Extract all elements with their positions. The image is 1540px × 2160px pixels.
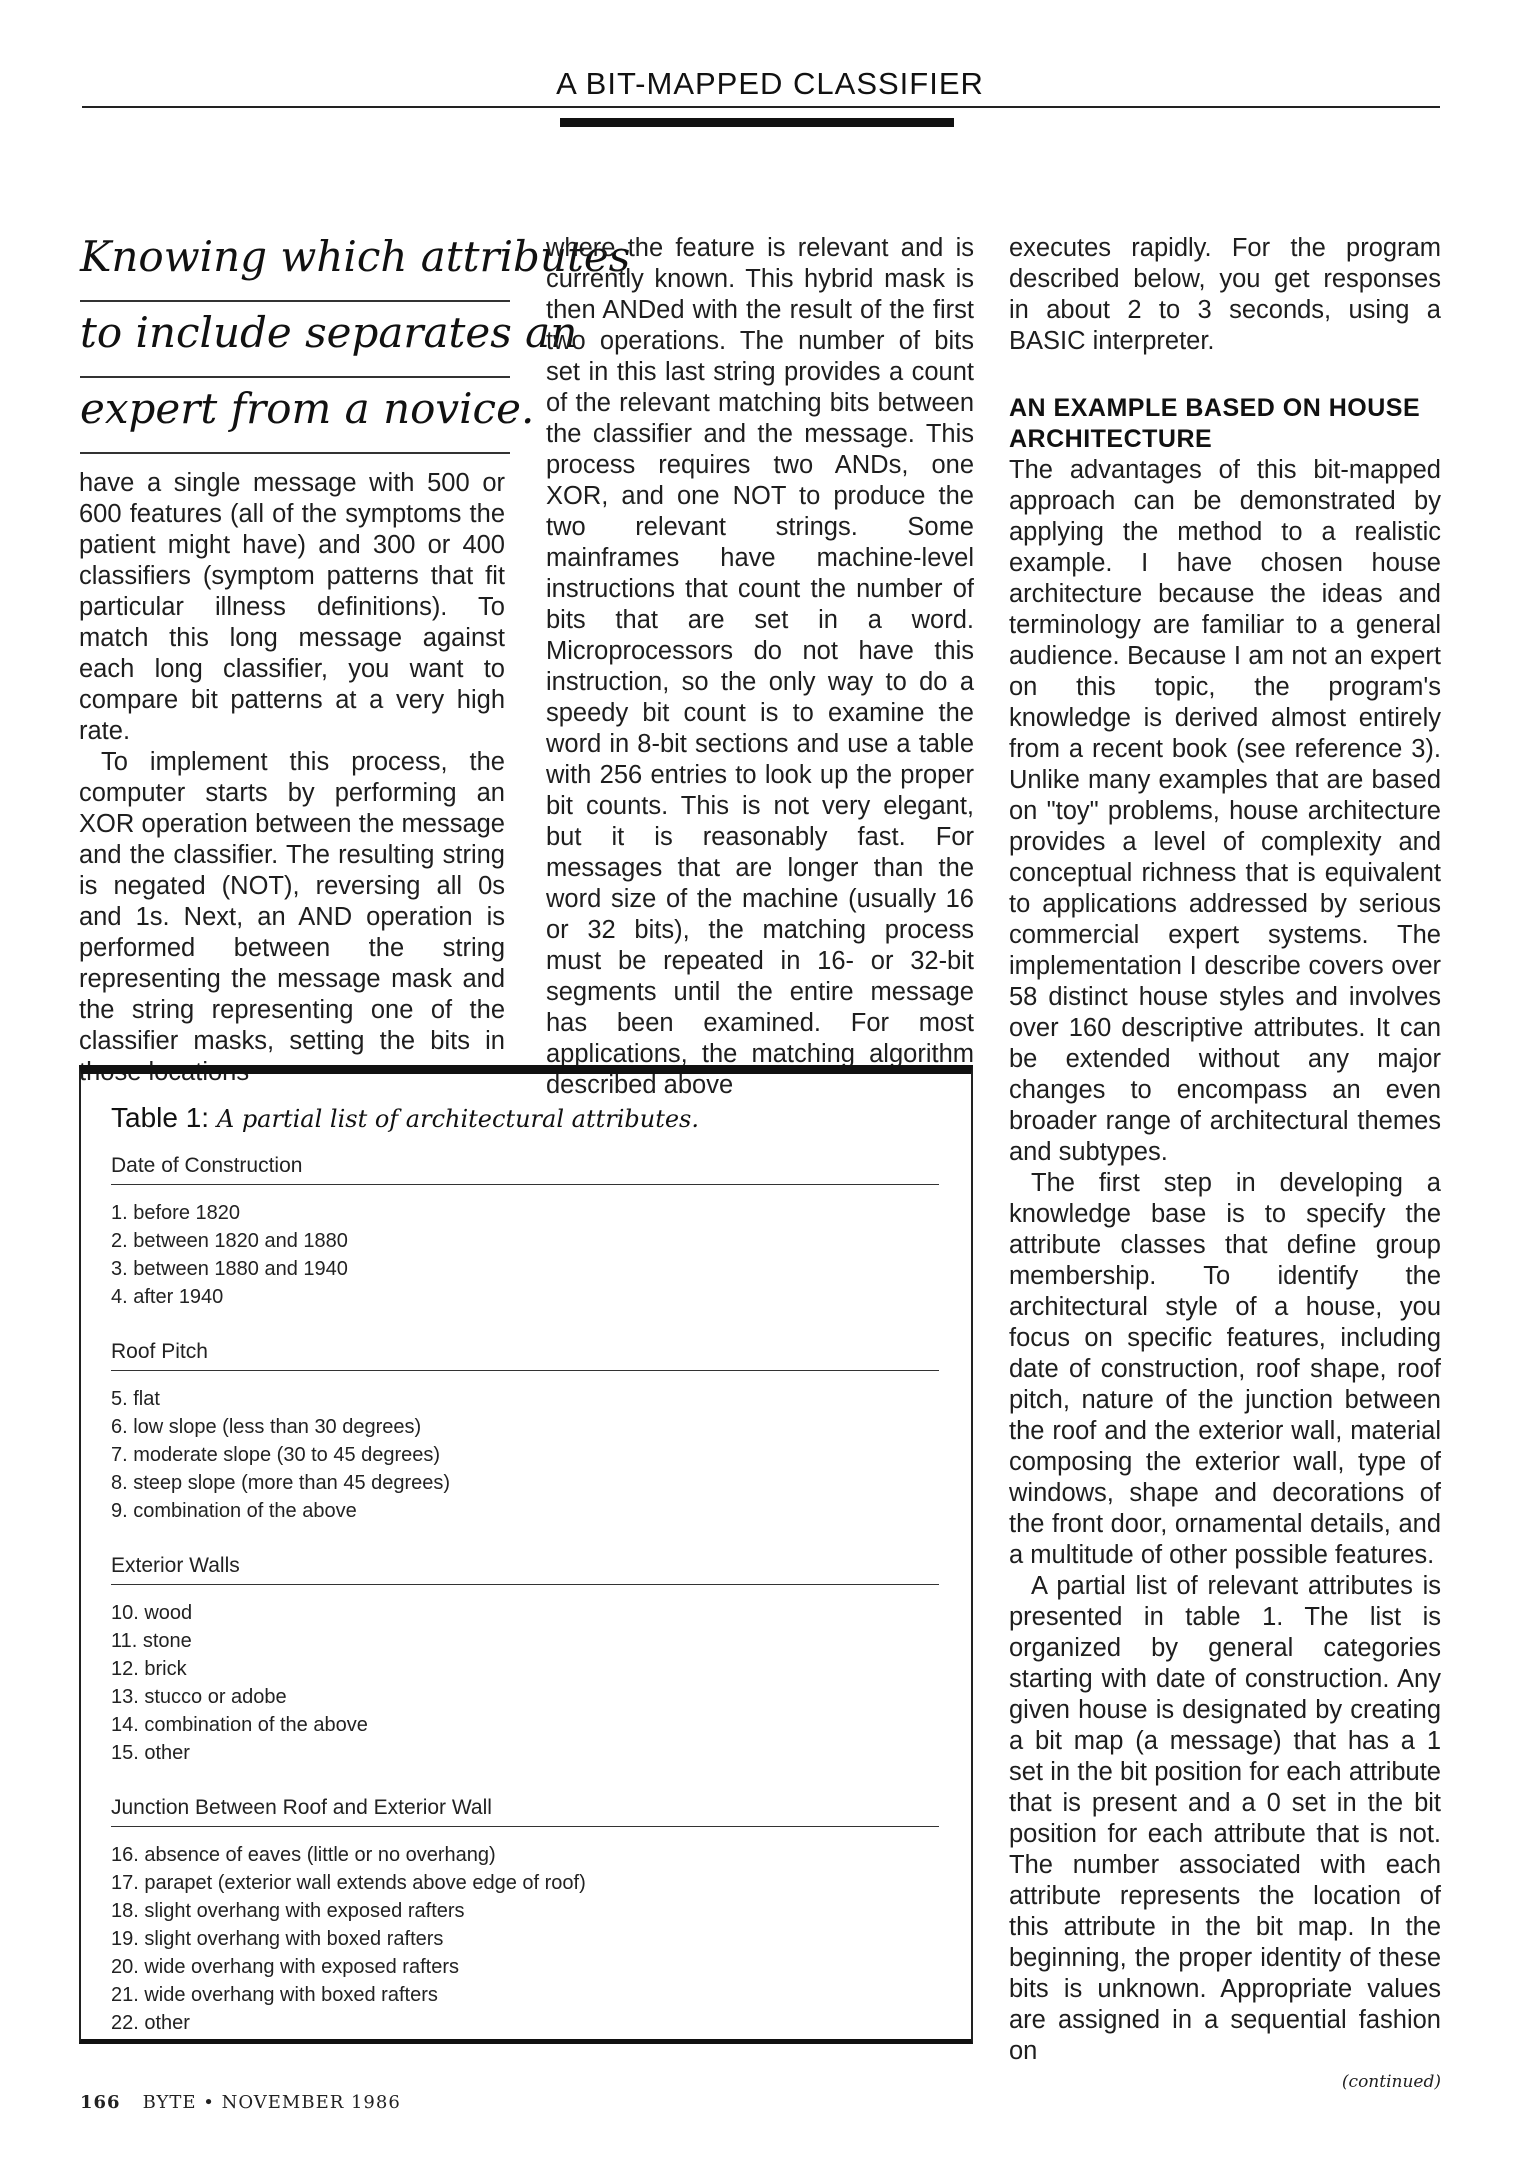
table-section-heading: Date of Construction	[111, 1154, 939, 1185]
table-item: 10. wood	[111, 1602, 193, 1624]
table-item: 2. between 1820 and 1880	[111, 1230, 348, 1252]
table-section	[111, 1796, 939, 2037]
column-1	[79, 468, 505, 1088]
table-section-heading: Exterior Walls	[111, 1554, 939, 1585]
table-item: 3. between 1880 and 1940	[111, 1258, 348, 1280]
table-item: 9. combination of the above	[111, 1500, 357, 1522]
section-subhead: AN EXAMPLE BASED ON HOUSE ARCHITECTURE	[1009, 394, 1421, 453]
table-section	[111, 1554, 939, 1767]
table-item: 13. stucco or adobe	[111, 1686, 287, 1708]
header-bar	[560, 118, 954, 127]
table-item: 19. slight overhang with boxed rafters	[111, 1928, 444, 1950]
table-1	[79, 1065, 973, 2044]
table-item: 18. slight overhang with exposed rafters	[111, 1900, 465, 1922]
table-item: 5. flat	[111, 1388, 160, 1410]
body-paragraph: where the feature is relevant and is currently known. This hybrid mask is then ANDed with the result of the first two operations. The number of bits set in this last string provides a count of the relevant matching bits between the classifier and the message. This process requires two ANDs, one XOR, and one NOT to produce the two relevant strings. Some mainframes have machine-level instructions that count the number of bits that are set in a word. Microprocessors do not have this instruction, so the only way to do a speedy bit count is to examine the word in 8-bit sections and use a table with 256 entries to look up the proper bit counts. This is not very elegant, but it is reasonably fast. For messages that are longer than the word size of the machine (usually 16 or 32 bits), the matching process must be repeated in 16- or 32-bit segments until the entire message has been examined. For most applications, the matching algorithm described above	[546, 234, 974, 1099]
table-caption: A partial list of architectural attributes.	[216, 1105, 699, 1133]
table-item: 21. wide overhang with boxed rafters	[111, 1984, 438, 2006]
body-paragraph: The advantages of this bit-mapped approach can be demonstrated by applying the method to a realistic example. I have chosen house architecture because the ideas and terminology are familiar to a general audience. Because I am not an expert on this topic, the program's knowledge is derived almost entirely from a recent book (see reference 3). Unlike many examples that are based on "toy" problems, house architecture provides a level of complexity and conceptual richness that is equivalent to applications addressed by serious commercial expert systems. The implementation I describe covers over 58 distinct house styles and involves over 160 descriptive attributes. It can be extended without any major changes to encompass an even broader range of architectural themes and subtypes.	[1009, 456, 1441, 1166]
continued-label: (continued)	[1341, 2072, 1441, 2092]
body-paragraph: executes rapidly. For the program described below, you get responses in about 2 to 3 seconds, using a BASIC interpreter.	[1009, 234, 1441, 355]
table-item: 14. combination of the above	[111, 1714, 368, 1736]
header-rule	[82, 106, 1440, 108]
table-item: 16. absence of eaves (little or no overhang)	[111, 1844, 496, 1866]
table-item: 12. brick	[111, 1658, 187, 1680]
table-item: 17. parapet (exterior wall extends above edge of roof)	[111, 1872, 586, 1894]
table-item: 11. stone	[111, 1630, 192, 1652]
column-3	[1009, 233, 1441, 2095]
table-section	[111, 1154, 939, 1311]
table-title	[111, 1102, 699, 1134]
pull-quote	[80, 226, 631, 454]
body-paragraph: A partial list of relevant attributes is presented in table 1. The list is organized by general categories starting with date of construction. Any given house is designated by creating a bit map (a message) that has a 1 set in the bit position for each attribute that is present and a 0 set in the bit position for each attribute that is not. The number associated with each attribute represents the location of this attribute in the bit map. In the beginning, the proper identity of these bits is unknown. Appropriate values are assigned in a sequential fashion on	[1009, 1572, 1441, 2065]
table-item: 20. wide overhang with exposed rafters	[111, 1956, 459, 1978]
body-paragraph: To implement this process, the computer starts by performing an XOR operation between the message and the classifier. The resulting string is negated (NOT), reversing all 0s and 1s. Next, an AND operation is performed between the string representing the message mask and the string representing one of the classifier masks, setting the bits in those locations	[79, 748, 505, 1086]
table-item: 1. before 1820	[111, 1202, 240, 1224]
column-2	[546, 233, 974, 1101]
running-header: A BIT-MAPPED CLASSIFIER	[556, 66, 984, 101]
table-item: 4. after 1940	[111, 1286, 224, 1308]
body-paragraph: The first step in developing a knowledge base is to specify the attribute classes that define group membership. To identify the architectural style of a house, you focus on specific features, including date of construction, roof shape, roof pitch, nature of the junction between the roof and the exterior wall, material composing the exterior wall, type of windows, shape and decorations of the front door, ornamental details, and a multitude of other possible features.	[1009, 1169, 1441, 1569]
table-label: Table 1:	[111, 1102, 210, 1133]
table-item: 8. steep slope (more than 45 degrees)	[111, 1472, 451, 1494]
pull-quote-line: expert from a novice.	[80, 378, 510, 454]
body-paragraph: have a single message with 500 or 600 features (all of the symptoms the patient might have) and 300 or 400 classifiers (symptom patterns that fit particular illness definitions). To match this long message against each long classifier, you want to compare bit patterns at a very high rate.	[79, 469, 505, 745]
page-number: 166	[80, 2092, 121, 2113]
table-item: 22. other	[111, 2012, 190, 2034]
table-section-heading: Roof Pitch	[111, 1340, 939, 1371]
page-footer	[80, 2092, 401, 2113]
table-section-heading: Junction Between Roof and Exterior Wall	[111, 1796, 939, 1827]
table-section	[111, 1340, 939, 1525]
publication-line: BYTE • NOVEMBER 1986	[142, 2092, 401, 2113]
table-item: 6. low slope (less than 30 degrees)	[111, 1416, 422, 1438]
pull-quote-line: to include separates an	[80, 302, 510, 378]
pull-quote-line: Knowing which attributes	[80, 226, 510, 302]
table-item: 15. other	[111, 1742, 190, 1764]
table-item: 7. moderate slope (30 to 45 degrees)	[111, 1444, 441, 1466]
